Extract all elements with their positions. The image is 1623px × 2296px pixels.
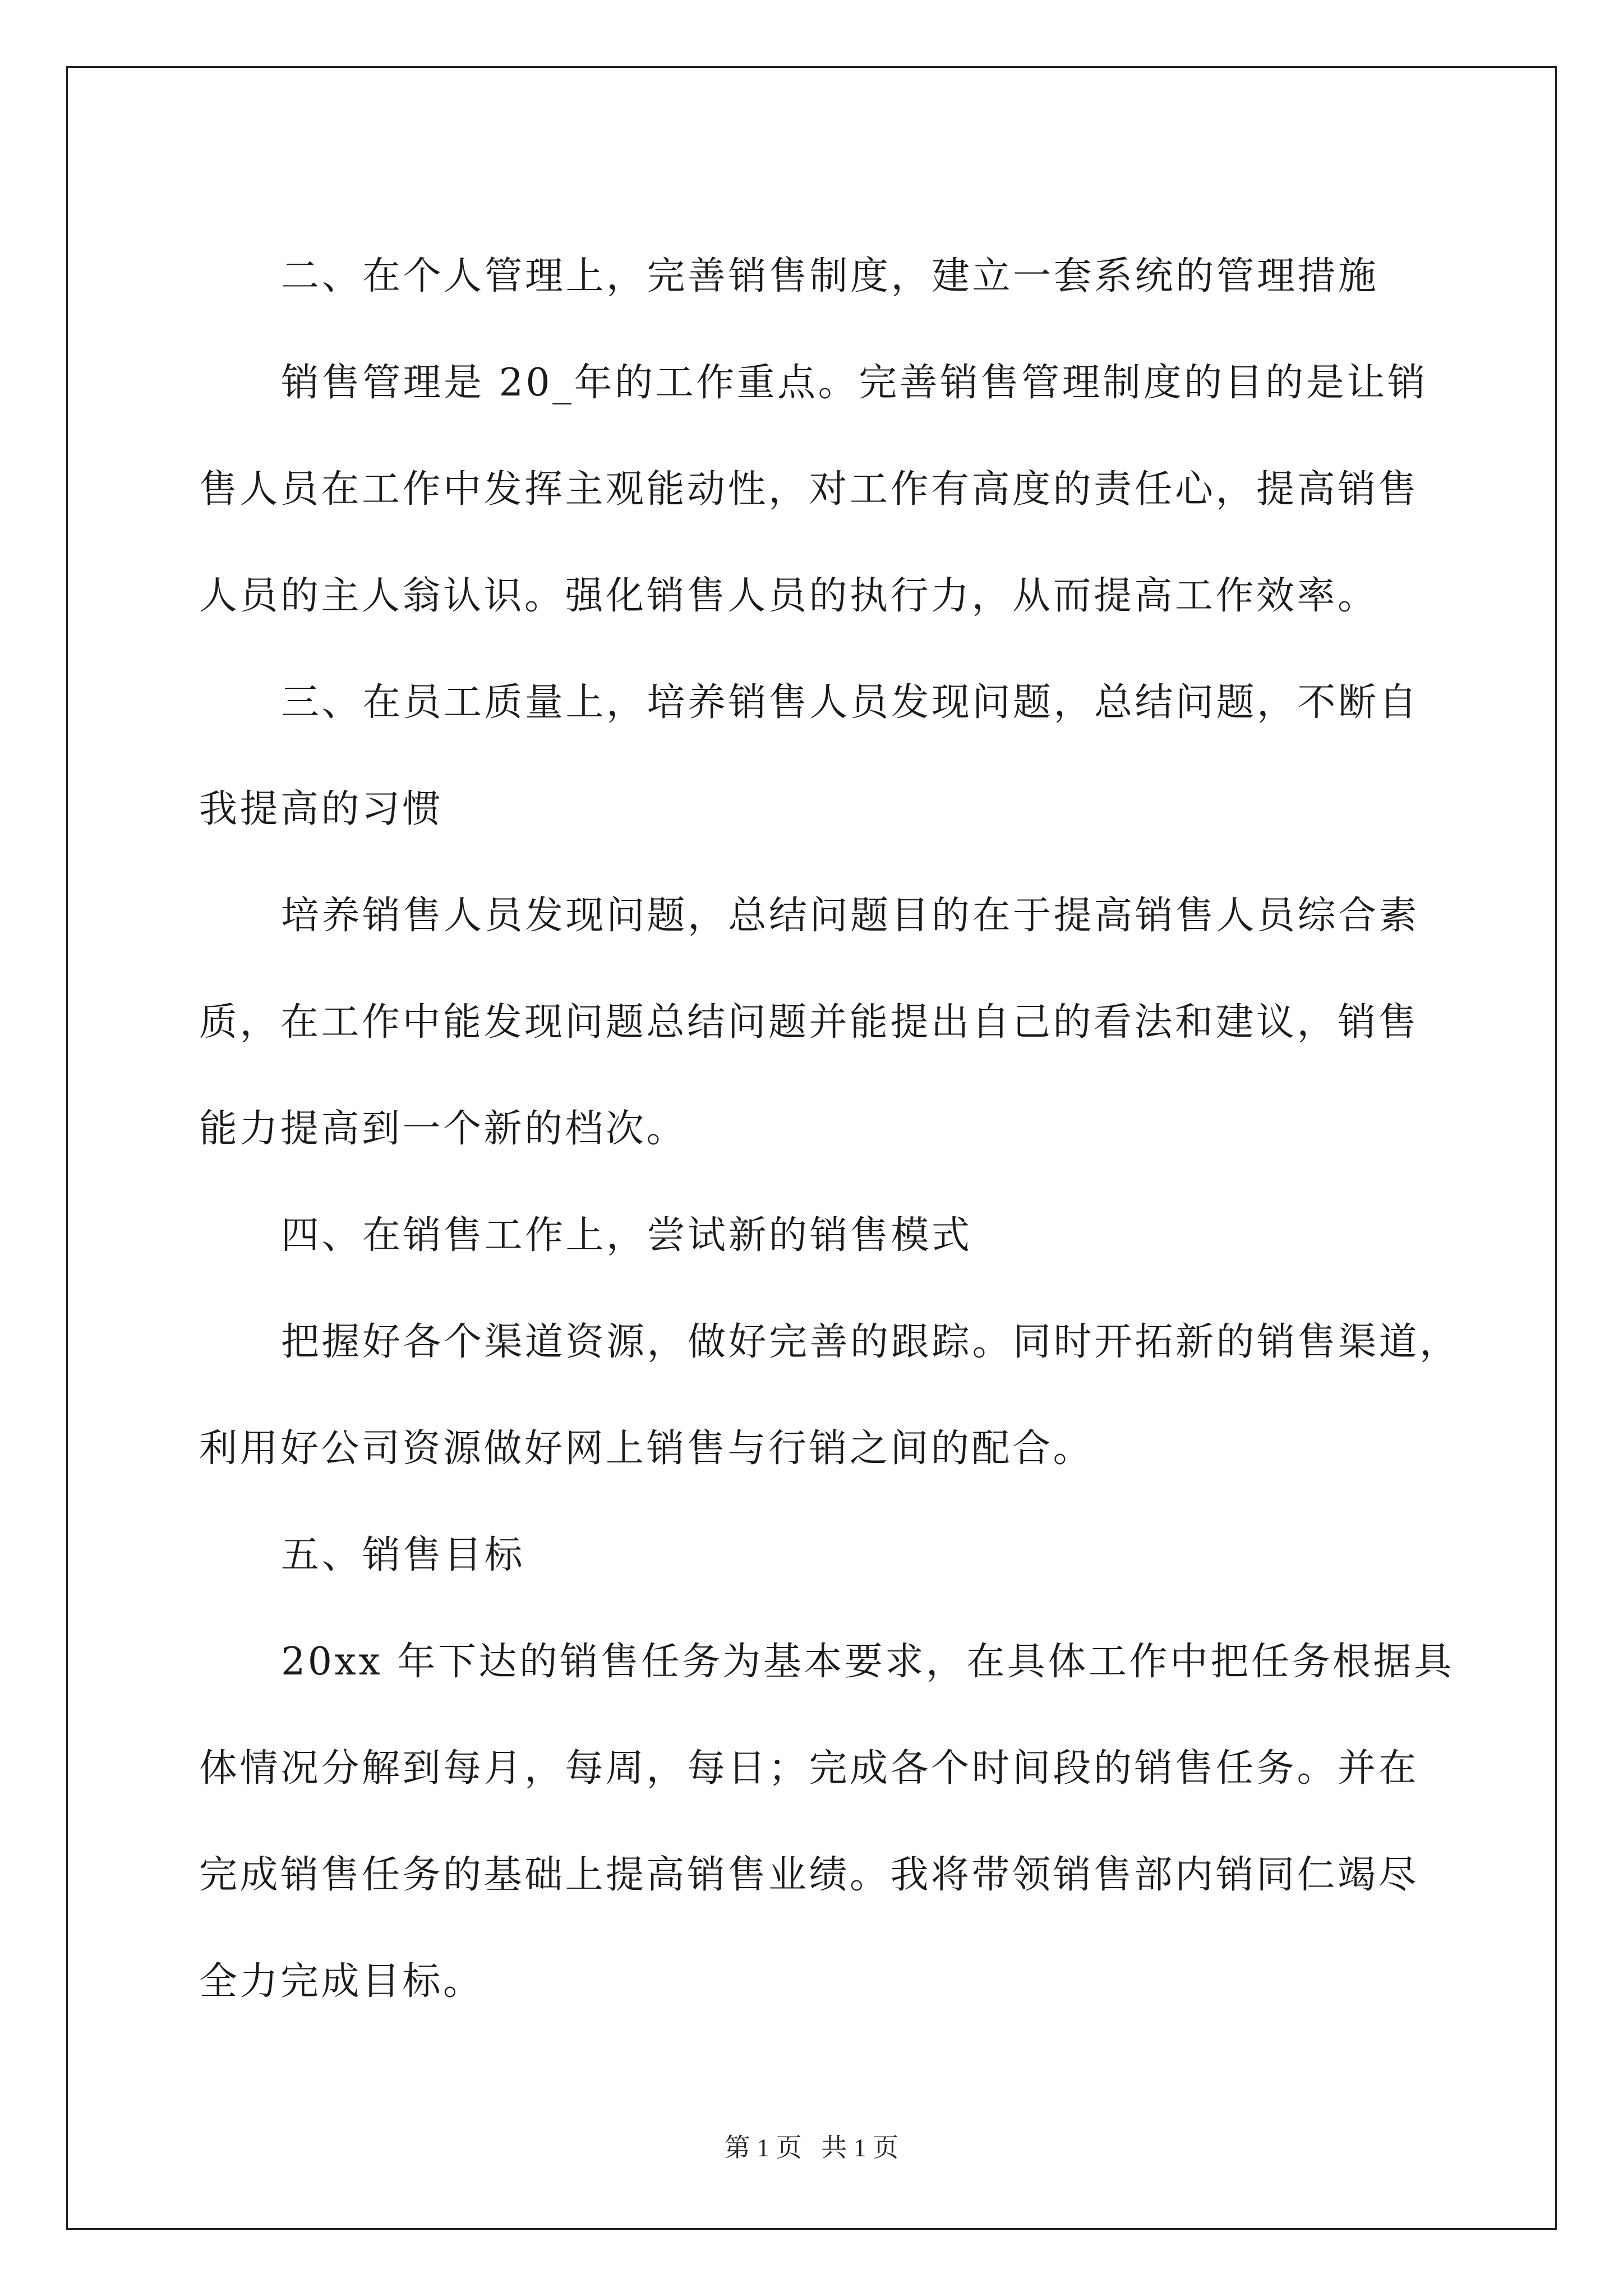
heading-section-3-cont: 我提高的习惯 <box>199 787 444 831</box>
heading-section-3: 三、在员工质量上，培养销售人员发现问题，总结问题，不断自 <box>281 680 1420 725</box>
paragraph-line: 销售管理是 20_年的工作重点。完善销售管理制度的目的是让销 <box>281 361 1428 405</box>
paragraph-line: 售人员在工作中发挥主观能动性，对工作有高度的责任心，提高销售 <box>199 467 1419 512</box>
paragraph-line: 把握好各个渠道资源，做好完善的跟踪。同时开拓新的销售渠道， <box>281 1320 1460 1364</box>
heading-section-2: 二、在个人管理上，完善销售制度，建立一套系统的管理措施 <box>281 254 1379 298</box>
paragraph-line: 人员的主人翁认识。强化销售人员的执行力，从而提高工作效率。 <box>199 574 1378 618</box>
paragraph-line: 完成销售任务的基础上提高销售业绩。我将带领销售部内销同仁竭尽 <box>199 1853 1419 1897</box>
paragraph-line: 体情况分解到每月，每周，每日；完成各个时间段的销售任务。并在 <box>199 1746 1419 1791</box>
heading-section-4: 四、在销售工作上，尝试新的销售模式 <box>281 1213 972 1258</box>
paragraph-line: 20xx 年下达的销售任务为基本要求，在具体工作中把任务根据具 <box>281 1640 1455 1684</box>
page-number-footer: 第 1 页 共 1 页 <box>724 2133 899 2162</box>
paragraph-line: 利用好公司资源做好网上销售与行销之间的配合。 <box>199 1427 1094 1471</box>
paragraph-line: 全力完成目标。 <box>199 1959 484 2004</box>
paragraph-line: 培养销售人员发现问题，总结问题目的在于提高销售人员综合素 <box>281 894 1420 938</box>
paragraph-line: 能力提高到一个新的档次。 <box>199 1107 688 1151</box>
paragraph-line: 质，在工作中能发现问题总结问题并能提出自己的看法和建议，销售 <box>199 1000 1419 1045</box>
heading-section-5: 五、销售目标 <box>281 1533 525 1577</box>
document-body <box>199 223 1460 2035</box>
